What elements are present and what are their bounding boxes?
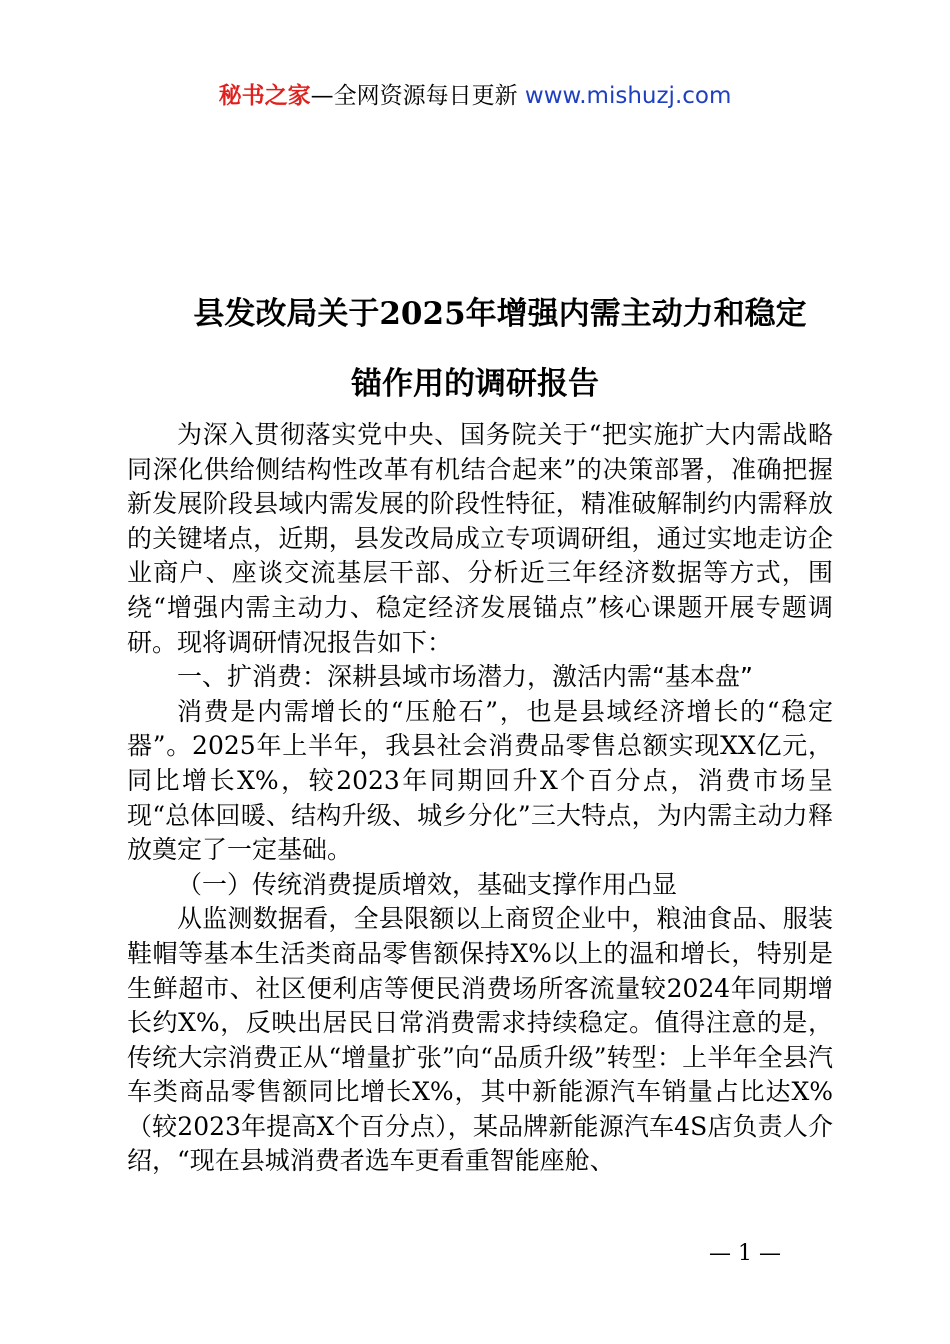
body-paragraph: 从监测数据看，全县限额以上商贸企业中，粮油食品、服装鞋帽等基本生活类商品零售额保持X%以上的温和增长，特别是生鲜超市、社区便利店等便民消费场所客流量较2024年同期增长约X%，反映出居民日常消费需求持续稳定。值得注意的是，传统大宗消费正从“增量扩张”向“品质升级”转型：上半年全县汽车类商品零售额同比增长X%，其中新能源汽车销量占比达X%（较2023年提高X个百分点），某品牌新能源汽车4S店负责人介绍，“现在县城消费者选车更看重智能座舱、 bbox=[127, 904, 833, 1176]
document-title-line-2: 锚作用的调研报告 bbox=[351, 366, 599, 402]
section-heading: 一、扩消费：深耕县域市场潜力，激活内需“基本盘” bbox=[177, 662, 753, 692]
document-title-line-1: 县发改局关于2025年增强内需主动力和稳定 bbox=[193, 296, 807, 332]
document-body bbox=[127, 418, 833, 1179]
intro-paragraph: 为深入贯彻落实党中央、国务院关于“把实施扩大内需战略同深化供给侧结构性改革有机结合起来”的决策部署，准确把握新发展阶段县域内需发展的阶段性特征，精准破解制约内需释放的关键堵点，近期，县发改局成立专项调研组，通过实地走访企业商户、座谈交流基层干部、分析近三年经济数据等方式，围绕“增强内需主动力、稳定经济发展锚点”核心课题开展专题调研。现将调研情况报告如下： bbox=[127, 420, 833, 657]
site-url-link[interactable]: www.mishuzj.com bbox=[524, 83, 732, 109]
site-brand: 秘书之家 bbox=[218, 83, 311, 109]
site-slogan: —全网资源每日更新 bbox=[310, 83, 518, 109]
page-number: — 1 — bbox=[709, 1241, 781, 1266]
site-header bbox=[0, 80, 950, 112]
subsection-heading: （一）传统消费提质增效，基础支撑作用凸显 bbox=[177, 869, 678, 899]
body-paragraph: 消费是内需增长的“压舱石”，也是县域经济增长的“稳定器”。2025年上半年，我县社会消费品零售总额实现XX亿元，同比增长X%，较2023年同期回升X个百分点，消费市场呈现“总体回暖、结构升级、城乡分化”三大特点，为内需主动力释放奠定了一定基础。 bbox=[127, 696, 833, 865]
